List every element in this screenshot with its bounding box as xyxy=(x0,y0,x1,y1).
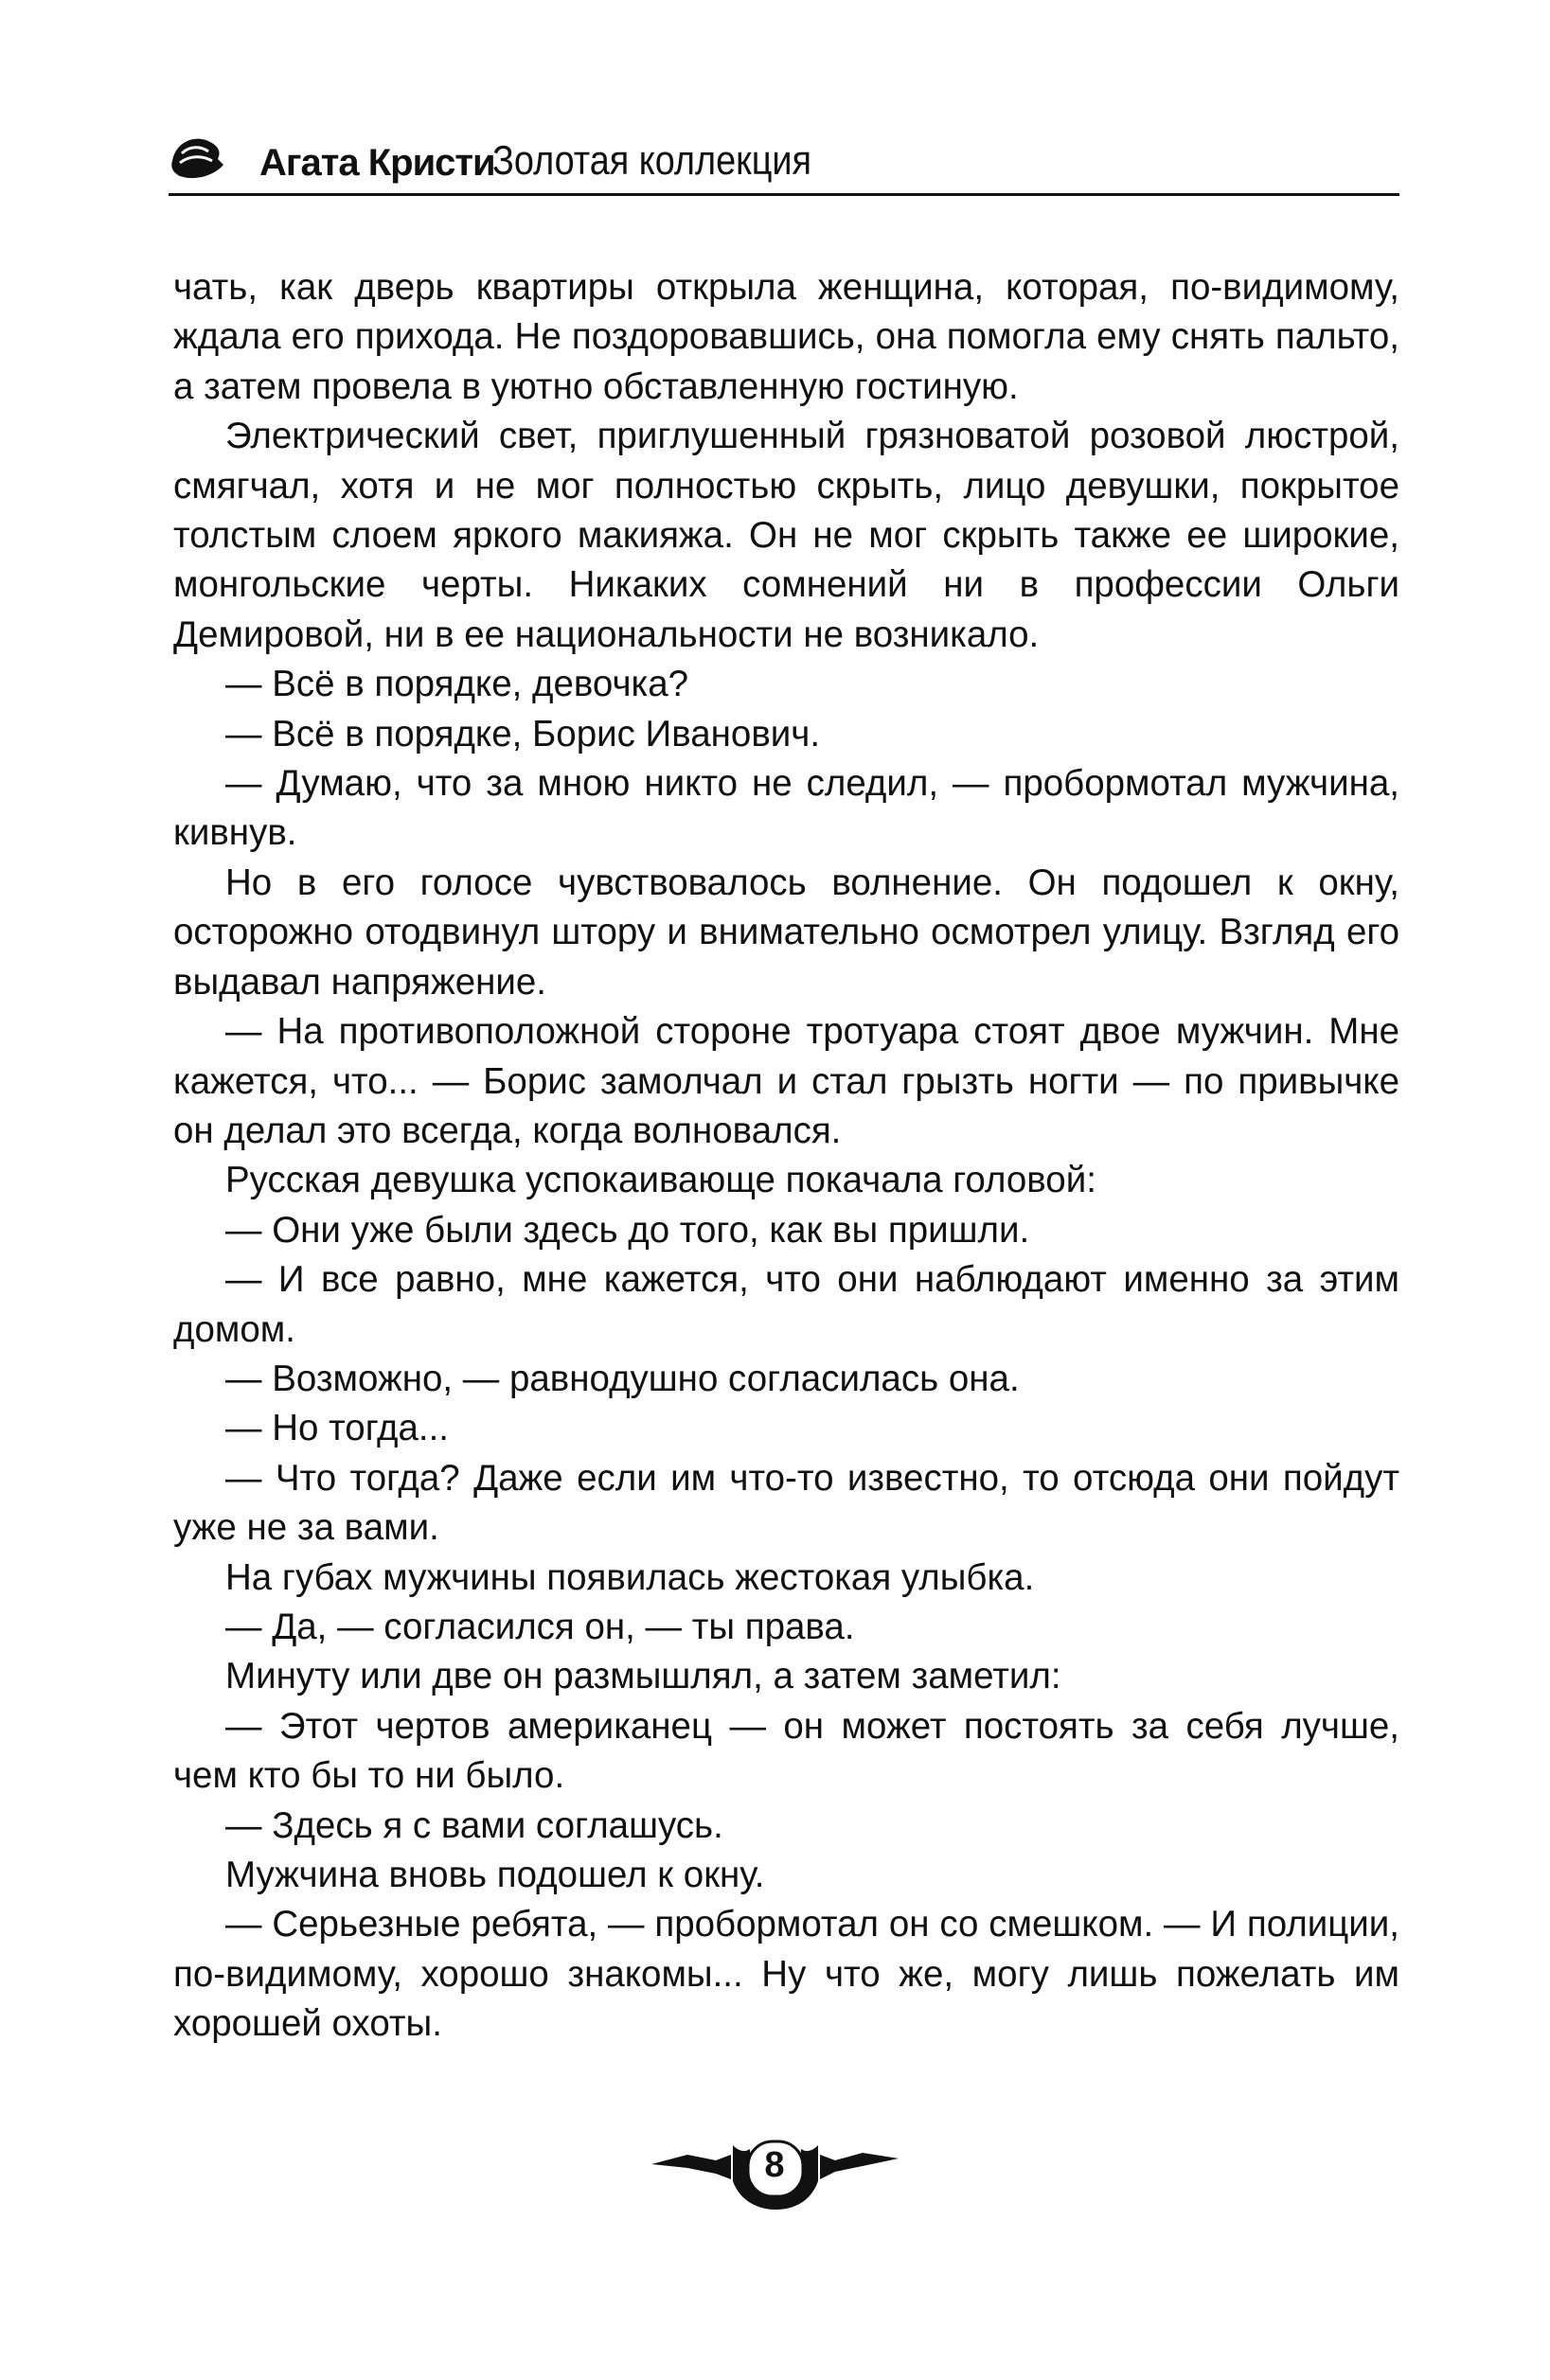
paragraph: — Этот чертов американец — он может постоять за себя лучше, чем кто бы то ни было. xyxy=(173,1705,1399,1797)
page-footer xyxy=(650,2126,900,2211)
paragraph: — Думаю, что за мною никто не следил, — пробормотал мужчина, кивнув. xyxy=(173,763,1399,854)
paragraph: Мужчина вновь подошел к окну. xyxy=(225,1855,765,1895)
paragraph: — Возможно, — равнодушно согласилась она. xyxy=(225,1358,1020,1399)
paragraph: — Да, — согласился он, — ты права. xyxy=(225,1606,855,1647)
page-number: 8 xyxy=(764,2145,785,2185)
page-body xyxy=(173,263,1399,2050)
paragraph: — И все равно, мне кажется, что они наблюдают именно за этим домом. xyxy=(173,1259,1399,1350)
paragraph: — Они уже были здесь до того, как вы пришли. xyxy=(225,1209,1030,1251)
book-series: Золотая коллекция xyxy=(492,137,811,184)
paragraph: Электрический свет, приглушенный грязноватой розовой люстрой, смягчал, хотя и не мог полностью скрыть, лицо девушки, покрытое толстым слоем яркого макияжа. Он не мог скрыть также ее широкие, монгольские черты. Никаких сомнений ни в профессии Ольги Демировой, ни в ее национальности не возникало. xyxy=(173,416,1399,655)
paragraph: На губах мужчины появилась жестокая улыбка. xyxy=(225,1556,1035,1598)
paragraph: Минуту или две он размышлял, а затем заметил: xyxy=(225,1656,1061,1697)
paragraph: чать, как дверь квартиры открыла женщина, которая, по-видимому, ждала его прихода. Не поздоровавшись, она помогла ему снять пальто, а затем провела в уютно обставленную гостиную. xyxy=(173,267,1399,407)
book-author: Агата Кристи xyxy=(259,142,495,184)
header-rule xyxy=(169,193,1399,196)
paragraph: — Что тогда? Даже если им что-то известно, то отсюда они пойдут уже не за вами. xyxy=(173,1457,1399,1549)
paragraph: — Всё в порядке, Борис Иванович. xyxy=(225,713,821,755)
paragraph: — Но тогда... xyxy=(225,1408,450,1449)
paragraph: — Здесь я с вами соглашусь. xyxy=(225,1804,723,1846)
book-ornament-icon xyxy=(169,133,225,184)
paragraph: Но в его голосе чувствовалось волнение. Он подошел к окну, осторожно отодвинул штору и внимательно осмотрел улицу. Взгляд его выдавал напряжение. xyxy=(173,861,1399,1003)
running-header xyxy=(169,127,1399,203)
paragraph: — На противоположной стороне тротуара стоят двое мужчин. Мне кажется, что... — Борис замолчал и стал грызть ногти — по привычке он делал это всегда, когда волновался. xyxy=(173,1011,1399,1151)
paragraph: Русская девушка успокаивающе покачала головой: xyxy=(225,1160,1096,1201)
paragraph: — Серьезные ребята, — пробормотал он со смешком. — И полиции, по-видимому, хорошо знакомы... Ну что же, могу лишь пожелать им хорошей охоты. xyxy=(173,1904,1399,2045)
paragraph: — Всё в порядке, девочка? xyxy=(225,664,689,705)
